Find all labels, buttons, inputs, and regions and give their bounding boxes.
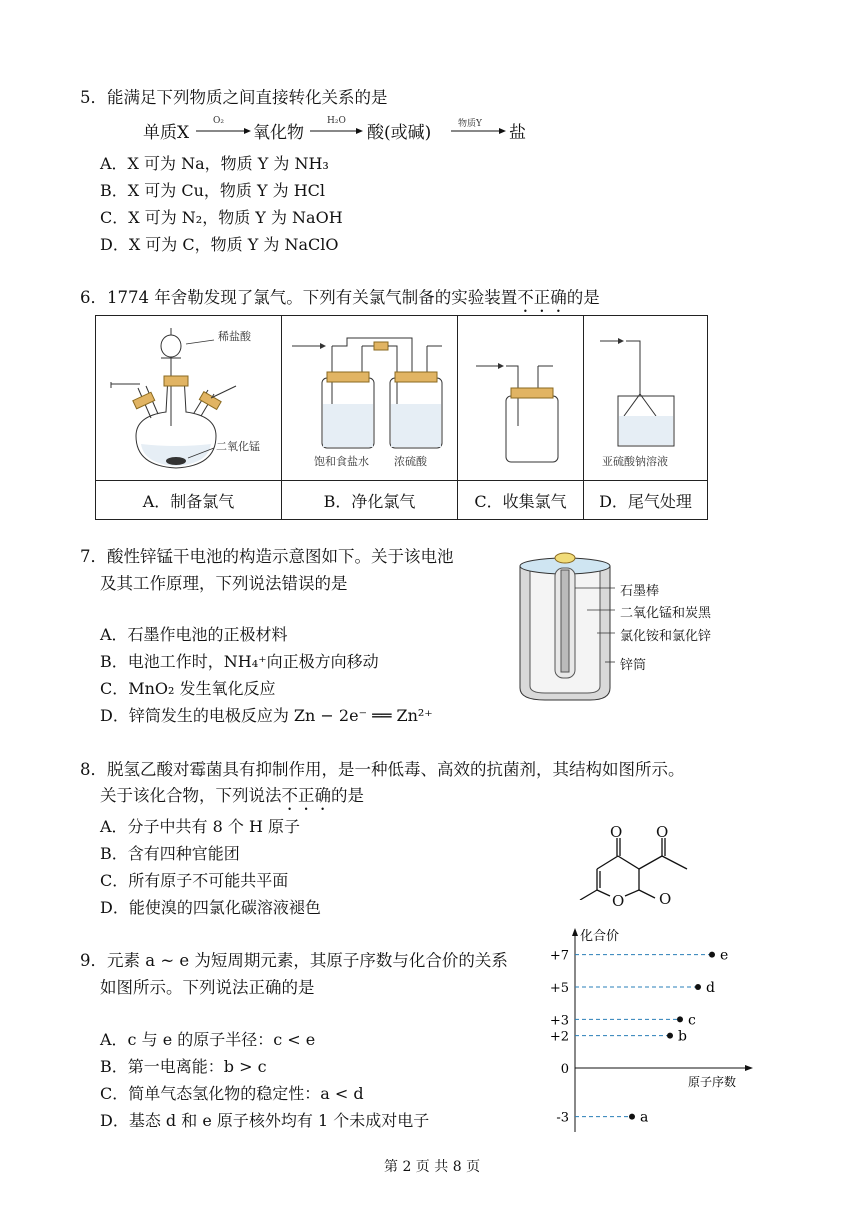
- q9-option-a: A．c 与 e 的原子半径：c < e: [100, 1030, 316, 1049]
- q9-option-d: D．基态 d 和 e 原子核外均有 1 个未成对电子: [100, 1111, 430, 1130]
- page-footer: 第 2 页 共 8 页: [384, 1159, 481, 1175]
- atom-o-ketone: O: [610, 823, 623, 841]
- wash-bottles-drawing: [282, 316, 457, 476]
- atom-o-acetyl: O: [656, 823, 669, 841]
- q9-y-axis-label: 化合价: [580, 929, 620, 944]
- q5-arrow2-label: H₂O: [327, 116, 346, 126]
- q5-option-d: D．X 可为 C，物质 Y 为 NaClO: [100, 235, 339, 254]
- caption-c: C．收集氯气: [458, 481, 584, 520]
- q9-stem-line1: 9．元素 a ~ e 为短周期元素，其原子序数与化合价的关系: [80, 951, 508, 970]
- q9-point-label-e: e: [720, 947, 729, 964]
- label-nh4cl-zncl2: 氯化铵和氯化锌: [620, 629, 712, 644]
- caption-a: A．制备氯气: [96, 481, 282, 520]
- q5-arrow1-label: O₂: [213, 116, 224, 126]
- label-mno2: 二氧化锰: [216, 440, 260, 453]
- q9-y-tick-label: +7: [549, 948, 569, 964]
- q7-option-d: D．锌筒发生的电极反应为 Zn − 2e⁻ ══ Zn²⁺: [100, 706, 433, 725]
- tail-gas-drawing: [584, 316, 707, 476]
- q7-option-a: A．石墨作电池的正极材料: [100, 625, 288, 644]
- q9-y-tick-label: +5: [549, 981, 569, 996]
- q5-oxide: 氧化物: [253, 123, 304, 143]
- apparatus-c: [458, 316, 584, 481]
- label-zinc-can: 锌筒: [620, 658, 647, 673]
- apparatus-b: [282, 316, 458, 481]
- q9-point-c: [677, 1016, 683, 1022]
- q9-point-e: [709, 952, 715, 958]
- q5-option-a: A．X 可为 Na，物质 Y 为 NH₃: [100, 154, 329, 173]
- q9-option-c: C．简单气态氢化物的稳定性：a < d: [100, 1084, 364, 1103]
- q7-option-c: C．MnO₂ 发生氧化反应: [100, 679, 276, 698]
- q9-x-axis-label: 原子序数: [688, 1075, 737, 1089]
- q9-point-d: [695, 984, 701, 990]
- label-conc-h2so4: 浓硫酸: [394, 455, 427, 468]
- q5-arrow3-label: 物质Y: [458, 119, 482, 129]
- q5-acid: 酸(或碱): [367, 123, 432, 143]
- label-mno2-carbon: 二氧化锰和炭黑: [620, 606, 712, 621]
- q9-point-b: [667, 1033, 673, 1039]
- q8-stem-line2: 关于该化合物，下列说法不正确的是: [100, 786, 364, 805]
- caption-d: D．尾气处理: [584, 481, 708, 520]
- q9-point-label-d: d: [706, 980, 715, 996]
- q9-valence-chart: [540, 922, 760, 1137]
- q9-point-label-a: a: [640, 1109, 649, 1126]
- q5-salt: 盐: [509, 123, 526, 143]
- atom-o-lactone: O: [659, 890, 672, 908]
- q9-point-label-c: c: [688, 1012, 696, 1029]
- q8-option-a: A．分子中共有 8 个 H 原子: [100, 817, 301, 836]
- q5-stem: 5．能满足下列物质之间直接转化关系的是: [80, 88, 388, 107]
- q7-stem-line1: 7．酸性锌锰干电池的构造示意图如下。关于该电池: [80, 547, 454, 566]
- q9-point-label-b: b: [678, 1028, 687, 1045]
- atom-o-ring: O: [612, 892, 625, 910]
- q9-point-a: [629, 1114, 635, 1120]
- q9-option-b: B．第一电离能：b > c: [100, 1057, 267, 1076]
- label-graphite-rod: 石墨棒: [620, 584, 660, 599]
- apparatus-a: [96, 316, 282, 481]
- q9-y-tick-label: 0: [560, 1062, 569, 1077]
- q6-apparatus-table: [95, 315, 708, 520]
- q6-stem: 6．1774 年舍勒发现了氯气。下列有关氯气制备的实验装置不正确的是: [80, 288, 600, 307]
- q9-y-tick-label: +2: [549, 1029, 569, 1045]
- caption-b: B．净化氯气: [282, 481, 458, 520]
- q8-option-c: C．所有原子不可能共平面: [100, 871, 289, 890]
- label-sodium-sulfite: 亚硫酸钠溶液: [602, 455, 668, 468]
- q9-y-tick-label: +3: [549, 1013, 569, 1029]
- q9-stem-line2: 如图所示。下列说法正确的是: [100, 978, 315, 997]
- q5-chain: 单质X: [143, 123, 190, 143]
- q8-option-d: D．能使溴的四氯化碳溶液褪色: [100, 898, 321, 917]
- q7-stem-line2: 及其工作原理，下列说法错误的是: [100, 574, 348, 593]
- q8-stem-line1: 8．脱氢乙酸对霉菌具有抑制作用，是一种低毒、高效的抗菌剂，其结构如图所示。: [80, 760, 685, 779]
- q5-option-c: C．X 可为 N₂，物质 Y 为 NaOH: [100, 208, 343, 227]
- label-saturated-brine: 饱和食盐水: [314, 455, 369, 468]
- q8-option-b: B．含有四种官能团: [100, 844, 240, 863]
- apparatus-d: [584, 316, 708, 481]
- q7-option-b: B．电池工作时，NH₄⁺向正极方向移动: [100, 652, 379, 671]
- q5-option-b: B．X 可为 Cu，物质 Y 为 HCl: [100, 181, 326, 200]
- q9-y-tick-label: -3: [556, 1110, 569, 1126]
- dehydroacetic-acid-structure: [565, 820, 695, 900]
- label-dilute-hcl: 稀盐酸: [218, 330, 251, 343]
- q7-leader-lines: [575, 580, 615, 670]
- collection-bottle-drawing: [458, 316, 583, 476]
